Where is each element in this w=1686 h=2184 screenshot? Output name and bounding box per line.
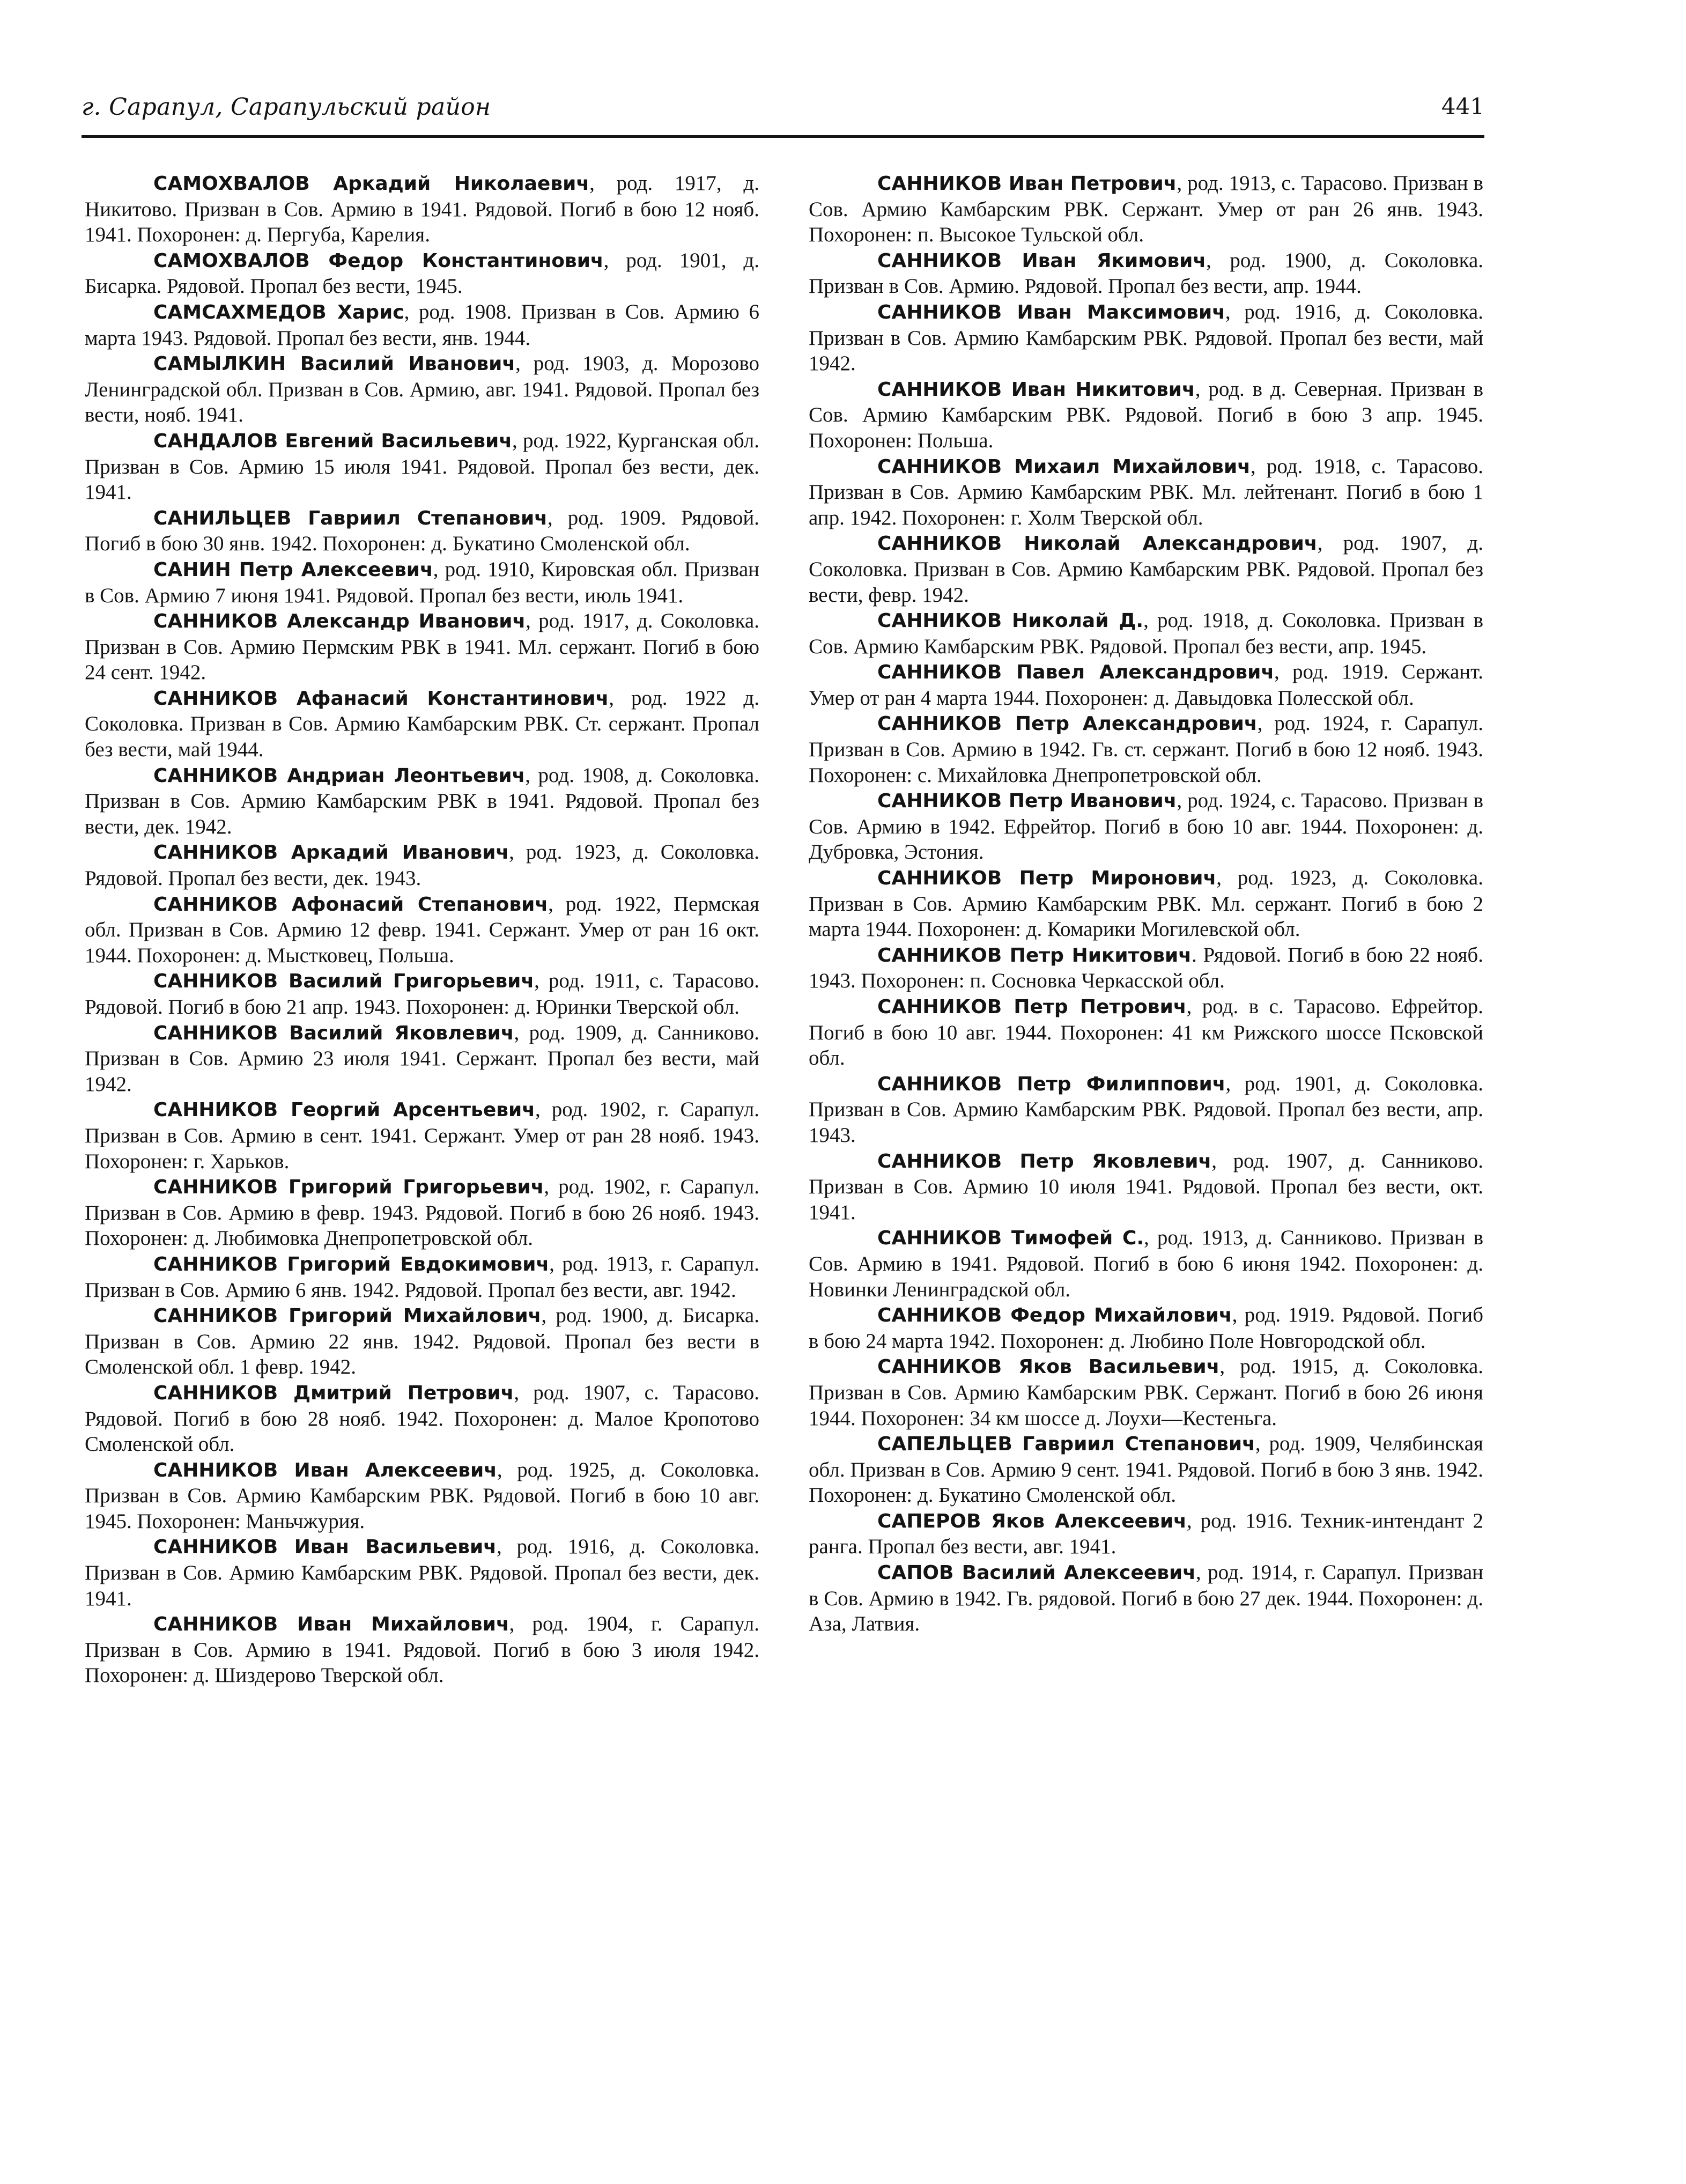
entry-name: САМОХВАЛОВ Аркадий Николаевич (153, 173, 590, 195)
memorial-entry (85, 428, 759, 505)
entry-details: , род. 1902, г. Сарапул. Призван в Сов. Армию в февр. 1943. Рядовой. Погиб в бою 26 нояб. 1943. Похоронен: д. Любимовка Днепропетровской обл. (85, 1175, 759, 1250)
memorial-entry (809, 1148, 1483, 1226)
entry-details: , род. 1907, с. Тарасово. Рядовой. Погиб в бою 28 нояб. 1942. Похоронен: д. Малое Кропотово Смоленской обл. (85, 1381, 759, 1456)
memorial-entry (85, 1611, 759, 1688)
entry-name: САНДАЛОВ Евгений Васильевич (153, 430, 512, 452)
entry-details: , род. 1917, д. Соколовка. Призван в Сов. Армию Пермским РВК в 1941. Мл. сержант. Погиб в бою 24 сент. 1942. (85, 609, 759, 684)
entry-details: , род. 1911, с. Тарасово. Рядовой. Погиб в бою 21 апр. 1943. Похоронен: д. Юринки Тверской обл. (85, 969, 760, 1019)
entry-details: , род. 1923, д. Соколовка. Призван в Сов. Армию Камбарским РВК. Мл. сержант. Погиб в бою 2 марта 1944. Похоронен: д. Комарики Могилевской обл. (809, 866, 1483, 941)
memorial-entry (85, 685, 759, 763)
memorial-entry (85, 763, 759, 840)
memorial-entry (809, 530, 1483, 608)
memorial-entry (809, 942, 1483, 994)
entry-details: , род. 1907, д. Санниково. Призван в Сов. Армию 10 июля 1941. Рядовой. Пропал без вести, окт. 1941. (809, 1149, 1483, 1224)
entry-name: САННИКОВ Михаил Михайлович (877, 455, 1251, 478)
entry-name: САННИКОВ Иван Никитович (877, 378, 1195, 401)
entry-details: , род. 1910, Кировская обл. Призван в Сов. Армию 7 июня 1941. Рядовой. Пропал без вести, июль 1941. (85, 557, 759, 607)
entry-name: САННИКОВ Петр Иванович (877, 790, 1177, 813)
entry-details: , род. 1902, г. Сарапул. Призван в Сов. Армию в сент. 1941. Сержант. Умер от ран 28 нояб. 1943. Похоронен: г. Харьков. (85, 1098, 760, 1173)
entry-name: САННИКОВ Павел Александрович (877, 661, 1275, 684)
entry-name: САМОХВАЛОВ Федор Константинович (153, 249, 604, 272)
memorial-entry (809, 711, 1483, 788)
entry-name: САННИКОВ Григорий Михайлович (153, 1305, 542, 1327)
memorial-entry (809, 248, 1483, 299)
entry-details: , род. 1913, с. Тарасово. Призван в Сов. Армию Камбарским РВК. Сержант. Умер от ран 26 янв. 1943. Похоронен: п. Высокое Тульской обл. (809, 172, 1483, 247)
entry-details: , род. 1909, д. Санниково. Призван в Сов. Армию 23 июля 1941. Сержант. Пропал без вести, май 1942. (85, 1021, 759, 1096)
entry-name: САННИКОВ Афанасий Константинович (153, 687, 609, 710)
entry-name: САННИКОВ Петр Никитович (877, 944, 1192, 966)
left-column (85, 171, 759, 1688)
entry-details: , род. 1901, д. Бисарка. Рядовой. Пропал без вести, 1945. (85, 248, 760, 298)
entry-name: САННИКОВ Дмитрий Петрович (153, 1382, 514, 1404)
entry-details: , род. 1914, г. Сарапул. Призван в Сов. Армию в 1942. Гв. рядовой. Погиб в бою 27 дек. 1944. Похоронен: д. Аза, Латвия. (809, 1561, 1483, 1636)
entry-details: , род. 1909. Рядовой. Погиб в бою 30 янв. 1942. Похоронен: д. Букатино Смоленской обл. (85, 506, 759, 556)
entry-details: , род. 1908, д. Соколовка. Призван в Сов. Армию Камбарским РВК в 1941. Рядовой. Пропал без вести, дек. 1942. (85, 763, 759, 838)
entry-details: , род. 1924, г. Сарапул. Призван в Сов. Армию в 1942. Гв. ст. сержант. Погиб в бою 12 нояб. 1943. Похоронен: с. Михайловка Днепропетровской обл. (809, 712, 1483, 787)
running-head: г. Сарапул, Сарапульский район (82, 93, 491, 121)
memorial-entry (85, 1020, 759, 1097)
entry-details: , род. в с. Тарасово. Ефрейтор. Погиб в бою 10 авг. 1944. Похоронен: 41 км Рижского шоссе Псковской обл. (809, 995, 1483, 1070)
memorial-entry (809, 608, 1483, 659)
memorial-entry (809, 659, 1483, 711)
entry-details: , род. 1919. Рядовой. Погиб в бою 24 марта 1942. Похоронен: д. Любино Поле Новгородской обл. (809, 1303, 1483, 1353)
entry-details: , род. 1924, с. Тарасово. Призван в Сов. Армию в 1942. Ефрейтор. Погиб в бою 10 авг. 1944. Похоронен: д. Дубровка, Эстония. (809, 789, 1483, 864)
entry-details: , род. 1922, Курганская обл. Призван в Сов. Армию 15 июля 1941. Рядовой. Пропал без вести, дек. 1941. (85, 429, 760, 504)
memorial-entry (809, 171, 1483, 248)
memorial-entry (809, 1354, 1483, 1431)
entry-name: САННИКОВ Петр Александрович (877, 713, 1258, 735)
entry-name: САННИКОВ Яков Васильевич (877, 1356, 1220, 1378)
entry-name: САМСАХМЕДОВ Харис (153, 301, 404, 323)
entry-details: , род. 1904, г. Сарапул. Призван в Сов. Армию в 1941. Рядовой. Погиб в бою 3 июля 1942. Похоронен: д. Шиздерово Тверской обл. (85, 1612, 759, 1687)
memorial-entry (85, 608, 759, 685)
memorial-entry (85, 1251, 759, 1303)
memorial-entry (85, 1534, 759, 1611)
entry-details: , род. 1918, д. Соколовка. Призван в Сов. Армию Камбарским РВК. Рядовой. Пропал без вести, апр. 1945. (809, 609, 1483, 658)
entry-details: , род. 1919. Сержант. Умер от ран 4 марта 1944. Похоронен: д. Давыдовка Полесской обл. (809, 660, 1483, 710)
memorial-entry (809, 1071, 1483, 1148)
memorial-entry (809, 1225, 1483, 1302)
memorial-entry (85, 299, 759, 351)
entry-name: САНИЛЬЦЕВ Гавриил Степанович (153, 507, 548, 529)
entry-details: , род. 1918, с. Тарасово. Призван в Сов. Армию Камбарским РВК. Мл. лейтенант. Погиб в бою 1 апр. 1942. Похоронен: г. Холм Тверской обл. (809, 454, 1483, 529)
entry-name: САННИКОВ Андриан Леонтьевич (153, 764, 526, 787)
memorial-entry (809, 454, 1483, 531)
page-number: 441 (1441, 93, 1484, 120)
entry-details: , род. 1913, д. Санниково. Призван в Сов. Армию в 1941. Рядовой. Погиб в бою 6 июня 1942. Похоронен: д. Новинки Ленинградской обл. (809, 1226, 1483, 1301)
entry-name: САННИКОВ Григорий Евдокимович (153, 1253, 550, 1275)
memorial-entry (809, 788, 1483, 865)
memorial-entry (809, 1431, 1483, 1508)
memorial-entry (809, 1508, 1483, 1560)
entry-details: . Рядовой. Погиб в бою 22 нояб. 1943. Похоронен: п. Сосновка Черкасской обл. (809, 943, 1484, 993)
memorial-entry (809, 299, 1483, 377)
entry-details: , род. 1916, д. Соколовка. Призван в Сов. Армию Камбарским РВК. Рядовой. Пропал без вести, май 1942. (809, 300, 1483, 375)
memorial-entry (85, 557, 759, 608)
memorial-entry (85, 839, 759, 891)
entry-name: САННИКОВ Николай Александрович (877, 533, 1318, 555)
memorial-entry (85, 1174, 759, 1251)
memorial-entry (85, 1097, 759, 1174)
entry-name: САННИКОВ Иван Максимович (877, 301, 1225, 323)
entry-name: САННИКОВ Федор Михайлович (877, 1304, 1232, 1327)
entry-details: , род. 1900, д. Бисарка. Призван в Сов. Армию 22 янв. 1942. Рядовой. Пропал без вести в Смоленской обл. 1 февр. 1942. (85, 1304, 759, 1379)
entry-name: САННИКОВ Иван Петрович (877, 173, 1177, 195)
memorial-entry (85, 351, 759, 428)
entry-name: САННИКОВ Петр Филиппович (877, 1073, 1226, 1095)
entry-name: САННИКОВ Петр Петрович (877, 996, 1187, 1018)
entry-name: САННИКОВ Василий Яковлевич (153, 1022, 514, 1044)
entry-details: , род. 1922, Пермская обл. Призван в Сов. Армию 12 февр. 1941. Сержант. Умер от ран 16 окт. 1944. Похоронен: д. Мыстковец, Польша. (85, 892, 759, 967)
entry-details: , род. 1913, г. Сарапул. Призван в Сов. Армию 6 янв. 1942. Рядовой. Пропал без вести, авг. 1942. (85, 1252, 759, 1302)
memorial-entry (809, 865, 1483, 942)
entry-name: САМЫЛКИН Василий Иванович (153, 353, 516, 375)
entry-name: САННИКОВ Иван Васильевич (153, 1536, 497, 1559)
entry-name: САПЕЛЬЦЕВ Гавриил Степанович (877, 1433, 1255, 1456)
entry-name: САННИКОВ Александр Иванович (153, 610, 526, 633)
entry-name: САННИКОВ Афонасий Степанович (153, 893, 549, 916)
entry-name: САННИКОВ Петр Миронович (877, 867, 1217, 890)
entry-name: САННИКОВ Иван Якимович (877, 249, 1207, 272)
memorial-entry (85, 1303, 759, 1380)
memorial-entry (85, 248, 759, 299)
entry-details: , род. 1901, д. Соколовка. Призван в Сов. Армию Камбарским РВК. Рядовой. Пропал без вести, апр. 1943. (809, 1072, 1483, 1147)
memorial-entry (809, 1302, 1483, 1354)
memorial-entry (809, 994, 1483, 1071)
memorial-entry (85, 891, 759, 969)
entry-details: , род. 1908. Призван в Сов. Армию 6 марта 1943. Рядовой. Пропал без вести, янв. 1944. (85, 300, 759, 350)
memorial-entry (85, 1457, 759, 1534)
entry-details: , род. 1923, д. Соколовка. Рядовой. Пропал без вести, дек. 1943. (85, 840, 759, 890)
entry-details: , род. в д. Северная. Призван в Сов. Армию Камбарским РВК. Рядовой. Погиб в бою 3 апр. 1945. Похоронен: Польша. (809, 377, 1483, 452)
entry-name: САННИКОВ Василий Григорьевич (153, 970, 535, 993)
entry-details: , род. 1916, д. Соколовка. Призван в Сов. Армию Камбарским РВК. Рядовой. Пропал без вести, дек. 1941. (85, 1535, 759, 1610)
entry-name: САННИКОВ Иван Алексеевич (153, 1459, 497, 1481)
entry-details: , род. 1909, Челябинская обл. Призван в Сов. Армию 9 сент. 1941. Рядовой. Погиб в бою 3 янв. 1942. Похоронен: д. Букатино Смоленской обл. (809, 1432, 1483, 1507)
memorial-entry (85, 968, 759, 1020)
entry-details: , род. 1915, д. Соколовка. Призван в Сов. Армию Камбарским РВК. Сержант. Погиб в бою 26 июня 1944. Похоронен: 34 км шоссе д. Лоухи—Кестеньга. (809, 1355, 1484, 1430)
entry-name: САННИКОВ Аркадий Иванович (153, 842, 509, 864)
entry-name: САПОВ Василий Алексеевич (877, 1562, 1196, 1584)
memorial-entry (85, 505, 759, 557)
entry-details: , род. 1900, д. Соколовка. Призван в Сов. Армию. Рядовой. Пропал без вести, апр. 1944. (809, 248, 1483, 298)
entry-name: САННИКОВ Тимофей С. (877, 1227, 1144, 1250)
entry-name: САПЕРОВ Яков Алексеевич (877, 1510, 1187, 1532)
right-column (809, 171, 1483, 1637)
entry-details: , род. 1907, д. Соколовка. Призван в Сов. Армию Камбарским РВК. Рядовой. Пропал без вести, февр. 1942. (809, 532, 1484, 607)
memorial-entry (85, 1380, 759, 1457)
entry-name: САНИН Петр Алексеевич (153, 558, 433, 581)
memorial-entry (809, 377, 1483, 454)
memorial-entry (809, 1560, 1483, 1637)
entry-name: САННИКОВ Николай Д. (877, 610, 1144, 632)
entry-name: САННИКОВ Иван Михайлович (153, 1613, 509, 1636)
entry-details: , род. 1916. Техник-интендант 2 ранга. Пропал без вести, авг. 1941. (809, 1509, 1483, 1559)
page-header (82, 90, 1484, 138)
entry-details: , род. 1903, д. Морозово Ленинградской обл. Призван в Сов. Армию, авг. 1941. Рядовой. Пропал без вести, нояб. 1941. (85, 352, 760, 427)
entry-name: САННИКОВ Григорий Григорьевич (153, 1176, 544, 1199)
memorial-entry (85, 171, 759, 248)
entry-name: САННИКОВ Петр Яковлевич (877, 1150, 1212, 1172)
entry-name: САННИКОВ Георгий Арсентьевич (153, 1099, 535, 1121)
entry-details: , род. 1922 д. Соколовка. Призван в Сов. Армию Камбарским РВК. Ст. сержант. Пропал без вести, май 1944. (85, 686, 759, 762)
entry-details: , род. 1917, д. Никитово. Призван в Сов. Армию в 1941. Рядовой. Погиб в бою 12 нояб. 1941. Похоронен: д. Пергуба, Карелия. (85, 172, 759, 247)
entry-details: , род. 1925, д. Соколовка. Призван в Сов. Армию Камбарским РВК. Рядовой. Погиб в бою 10 авг. 1945. Похоронен: Маньчжурия. (85, 1458, 759, 1533)
